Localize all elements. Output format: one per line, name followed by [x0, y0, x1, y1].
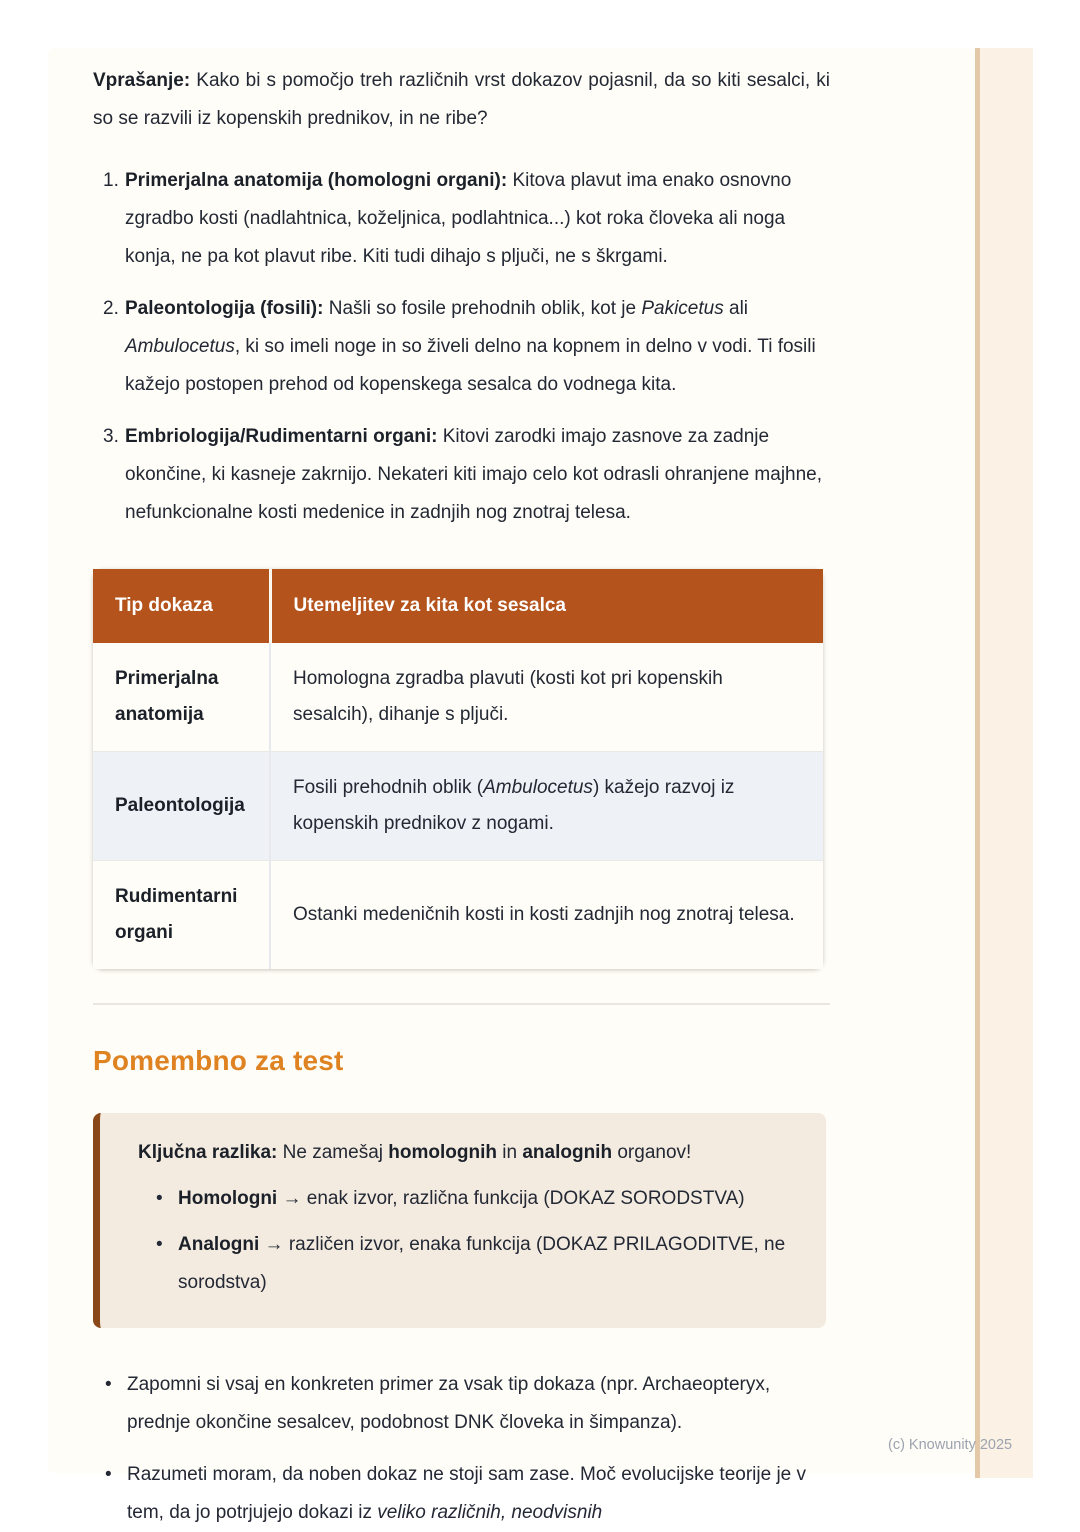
table-cell-evidence-type: Rudimentarni organi — [93, 861, 270, 970]
note-text: Razumeti moram, da noben dokaz ne stoji sam zase. Moč evolucijske teorije je v tem, da jo potrjujejo dokazi iz veliko različnih, neodvisnih — [127, 1464, 807, 1523]
callout-bullet-text: Homologni → enak izvor, različna funkcija (DOKAZ SORODSTVA) — [178, 1188, 745, 1209]
callout-intro: Ključna razlika: Ne zamešaj homolognih in analognih organov! — [138, 1142, 692, 1163]
callout-bullet — [138, 1226, 796, 1302]
list-item — [93, 418, 830, 532]
table-cell-justification: Ostanki medeničnih kosti in kosti zadnjih nog znotraj telesa. — [270, 861, 823, 970]
bullet-marker — [156, 1226, 178, 1302]
list-item-text: Primerjalna anatomija (homologni organi): Kitova plavut ima enako osnovno zgradbo kosti (nadlahtnica, koželjnica, podlahtnica...) kot roka človeka ali noga konja, ne pa kot plavut ribe. Kiti tudi dihajo s pljuči, ne s škrgami. — [125, 170, 792, 267]
bullet-marker — [105, 1366, 127, 1442]
table-header-row — [93, 569, 823, 643]
page-edge-strip — [975, 48, 1033, 1478]
notes-page — [48, 48, 975, 1523]
list-item-number: 3. — [103, 426, 119, 447]
evidence-ordered-list — [93, 162, 830, 532]
table-header-evidence-type: Tip dokaza — [93, 569, 270, 643]
callout-bullet — [138, 1180, 796, 1218]
key-difference-callout — [93, 1113, 826, 1328]
table-row — [93, 752, 823, 861]
table-row — [93, 861, 823, 970]
note-item — [93, 1366, 830, 1442]
study-notes-list — [93, 1366, 830, 1532]
table-cell-evidence-type: Paleontologija — [93, 752, 270, 861]
note-item — [93, 1456, 830, 1532]
list-item-text: Embriologija/Rudimentarni organi: Kitovi zarodki imajo zasnove za zadnje okončine, ki kasneje zakrnijo. Nekateri kiti imajo celo kot odrasli ohranjene majhne, nefunkcionalne kosti medenice in zadnjih nog znotraj telesa. — [125, 426, 823, 523]
callout-bullet-text: Analogni → različen izvor, enaka funkcija (DOKAZ PRILAGODITVE, ne sorodstva) — [178, 1234, 786, 1293]
evidence-table — [93, 569, 823, 969]
list-item — [93, 290, 830, 404]
table-cell-justification: Fosili prehodnih oblik (Ambulocetus) kažejo razvoj iz kopenskih prednikov z nogami. — [270, 752, 823, 861]
list-item-text: Paleontologija (fosili): Našli so fosile prehodnih oblik, kot je Pakicetus ali Ambulocetus, ki so imeli noge in so živeli delno na kopnem in delno v vodi. Ti fosili kažejo postopen prehod od kopenskega sesalca do vodnega kita. — [125, 298, 816, 395]
bullet-marker — [105, 1456, 127, 1532]
table-header-justification: Utemeljitev za kita kot sesalca — [270, 569, 823, 643]
watermark: (c) Knowunity 2025 — [888, 1437, 1013, 1453]
table-cell-evidence-type: Primerjalna anatomija — [93, 643, 270, 752]
list-item-number: 1. — [103, 170, 119, 191]
section-divider — [93, 1003, 830, 1005]
list-item — [93, 162, 830, 276]
table-cell-justification: Homologna zgradba plavuti (kosti kot pri kopenskih sesalcih), dihanje s pljuči. — [270, 643, 823, 752]
bullet-marker — [156, 1180, 178, 1218]
question-paragraph: Vprašanje: Kako bi s pomočjo treh različnih vrst dokazov pojasnil, da so kiti sesalci, ki so se razvili iz kopenskih prednikov, in ne ribe? — [93, 70, 830, 129]
table-row — [93, 643, 823, 752]
note-text: Zapomni si vsaj en konkreten primer za vsak tip dokaza (npr. Archaeopteryx, prednje okončine sesalcev, podobnost DNK človeka in šimpanza). — [127, 1374, 771, 1433]
list-item-number: 2. — [103, 298, 119, 319]
section-heading: Pomembno za test — [93, 1045, 344, 1076]
